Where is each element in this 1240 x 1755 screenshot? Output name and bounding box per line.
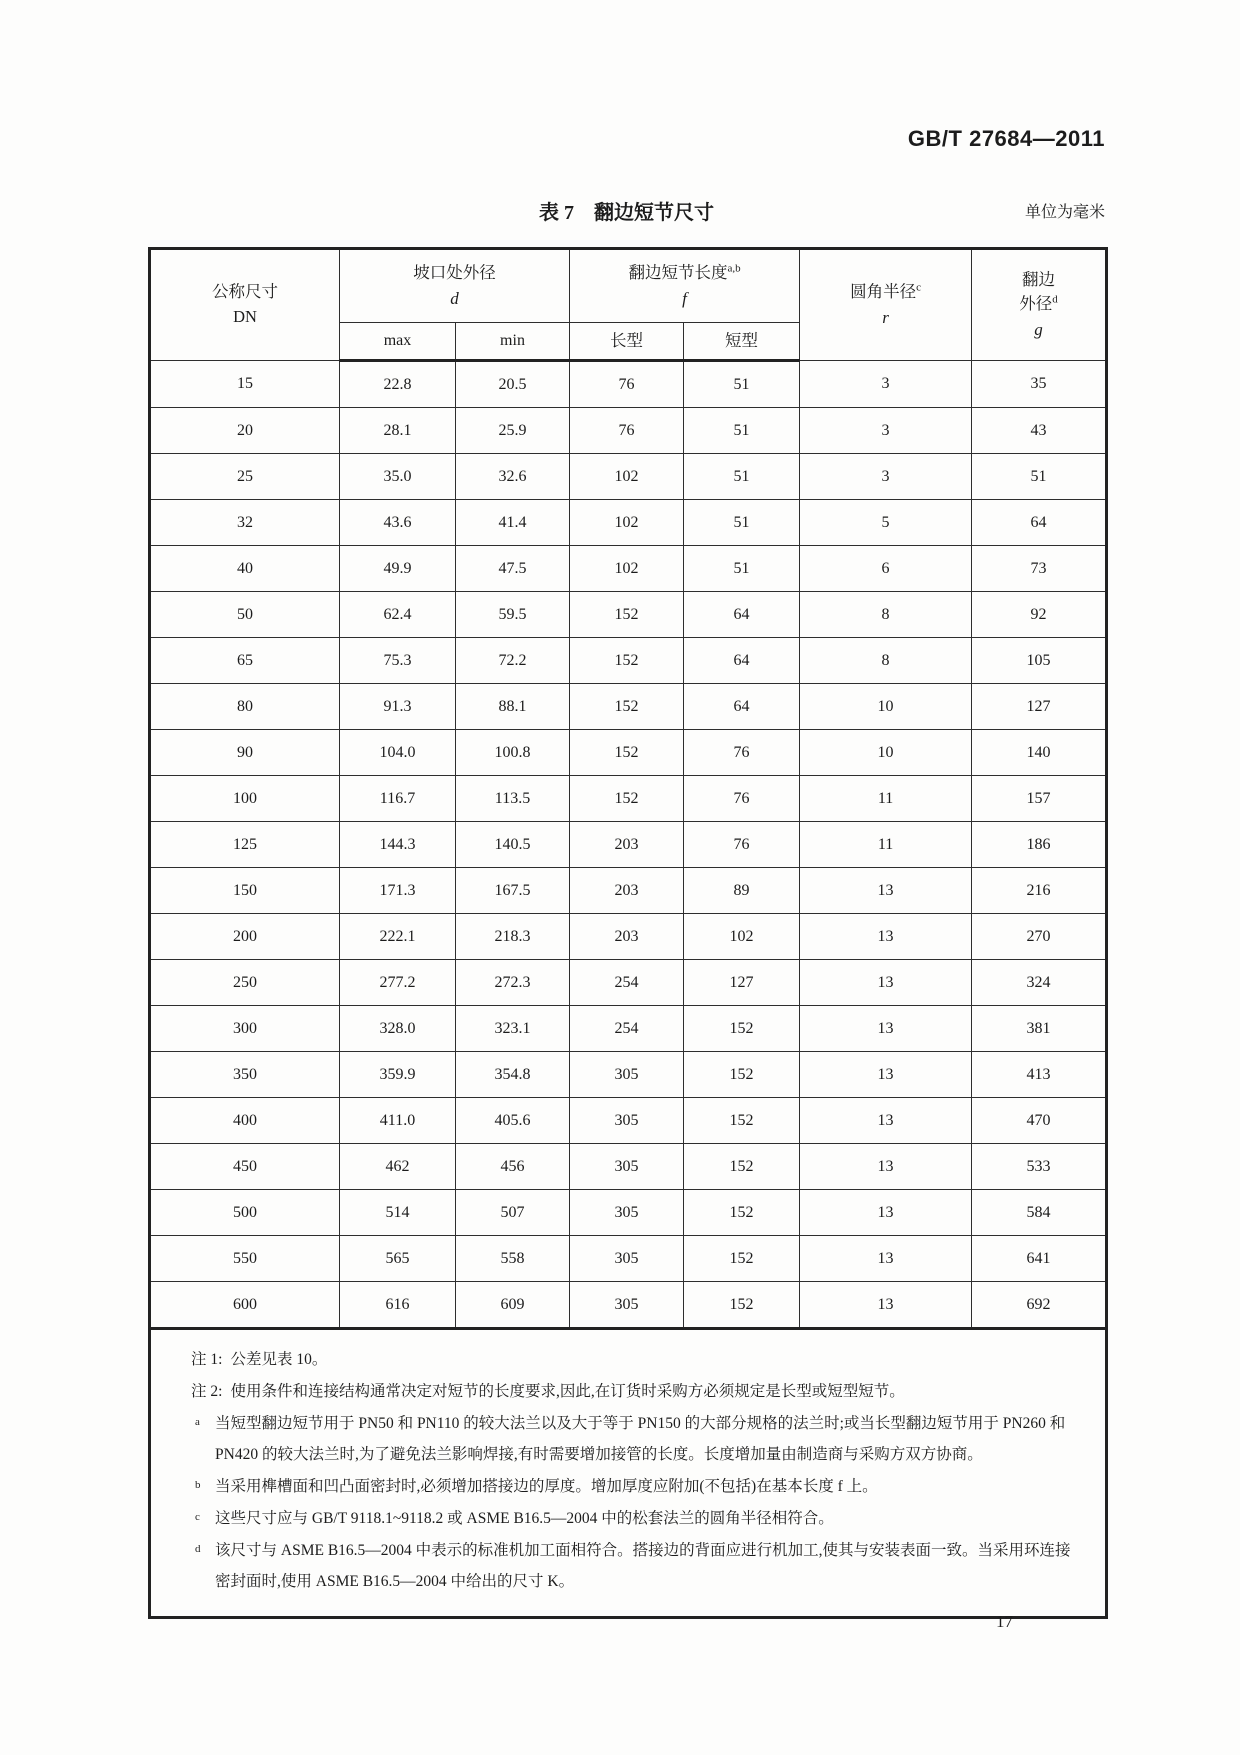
table-row xyxy=(150,454,1107,500)
standard-number: GB/T 27684—2011 xyxy=(907,126,1105,151)
cell-d-max: 91.3 xyxy=(340,684,456,730)
cell-dn: 80 xyxy=(150,684,340,730)
cell-f-long: 102 xyxy=(570,500,684,546)
table-row xyxy=(150,684,1107,730)
col-header-f-symbol: f xyxy=(682,288,687,308)
cell-g: 35 xyxy=(972,361,1107,408)
table-note xyxy=(191,1503,1085,1535)
cell-d-min: 100.8 xyxy=(456,730,570,776)
cell-f-short: 76 xyxy=(684,822,800,868)
cell-dn: 250 xyxy=(150,960,340,1006)
table-row xyxy=(150,408,1107,454)
note-marker: 注 2: xyxy=(191,1382,223,1400)
table-row xyxy=(150,1190,1107,1236)
table-row xyxy=(150,1236,1107,1282)
cell-f-long: 254 xyxy=(570,960,684,1006)
table-row xyxy=(150,638,1107,684)
col-header-g-symbol: g xyxy=(1034,320,1043,339)
cell-d-max: 565 xyxy=(340,1236,456,1282)
cell-d-max: 359.9 xyxy=(340,1052,456,1098)
cell-r: 13 xyxy=(800,960,972,1006)
cell-g: 51 xyxy=(972,454,1107,500)
table-row xyxy=(150,1098,1107,1144)
table-row xyxy=(150,500,1107,546)
table-caption xyxy=(148,196,1105,225)
cell-r: 10 xyxy=(800,684,972,730)
cell-f-short: 89 xyxy=(684,868,800,914)
cell-f-short: 152 xyxy=(684,1282,800,1329)
cell-g: 64 xyxy=(972,500,1107,546)
cell-f-long: 152 xyxy=(570,730,684,776)
cell-d-max: 514 xyxy=(340,1190,456,1236)
cell-g: 92 xyxy=(972,592,1107,638)
cell-g: 186 xyxy=(972,822,1107,868)
cell-dn: 32 xyxy=(150,500,340,546)
cell-f-short: 127 xyxy=(684,960,800,1006)
cell-d-min: 609 xyxy=(456,1282,570,1329)
cell-d-min: 41.4 xyxy=(456,500,570,546)
cell-r: 3 xyxy=(800,454,972,500)
note-marker: c xyxy=(195,1510,200,1523)
note-marker: d xyxy=(195,1542,201,1555)
col-header-d-symbol: d xyxy=(450,288,459,308)
cell-d-max: 222.1 xyxy=(340,914,456,960)
col-header-g xyxy=(972,249,1107,361)
cell-dn: 125 xyxy=(150,822,340,868)
cell-r: 10 xyxy=(800,730,972,776)
unit-label: 单位为毫米 xyxy=(1024,204,1105,221)
table-caption-title: 翻边短节尺寸 xyxy=(594,202,714,224)
cell-d-min: 72.2 xyxy=(456,638,570,684)
note-text: 公差见表 10。 xyxy=(230,1351,328,1368)
cell-f-long: 305 xyxy=(570,1144,684,1190)
col-header-g-line2-text: 外径 xyxy=(1019,294,1053,314)
cell-dn: 450 xyxy=(150,1144,340,1190)
cell-dn: 40 xyxy=(150,546,340,592)
cell-f-short: 152 xyxy=(684,1190,800,1236)
cell-dn: 65 xyxy=(150,638,340,684)
cell-r: 13 xyxy=(800,1052,972,1098)
cell-d-min: 59.5 xyxy=(456,592,570,638)
cell-g: 470 xyxy=(972,1098,1107,1144)
cell-f-short: 152 xyxy=(684,1236,800,1282)
cell-d-min: 20.5 xyxy=(456,361,570,408)
cell-f-short: 51 xyxy=(684,500,800,546)
col-header-d-title: 坡口处外径 xyxy=(413,262,496,282)
table-caption-label: 表 7 xyxy=(539,202,574,224)
cell-g: 105 xyxy=(972,638,1107,684)
cell-g: 270 xyxy=(972,914,1107,960)
cell-f-long: 305 xyxy=(570,1052,684,1098)
cell-d-max: 43.6 xyxy=(340,500,456,546)
cell-d-max: 144.3 xyxy=(340,822,456,868)
cell-d-min: 167.5 xyxy=(456,868,570,914)
table-row xyxy=(150,1006,1107,1052)
cell-d-max: 411.0 xyxy=(340,1098,456,1144)
cell-d-min: 558 xyxy=(456,1236,570,1282)
col-header-r xyxy=(800,249,972,361)
cell-dn: 350 xyxy=(150,1052,340,1098)
cell-f-long: 203 xyxy=(570,822,684,868)
table-row xyxy=(150,546,1107,592)
col-header-f-title xyxy=(570,261,799,286)
cell-f-long: 152 xyxy=(570,592,684,638)
cell-f-short: 64 xyxy=(684,684,800,730)
cell-f-short: 152 xyxy=(684,1144,800,1190)
cell-f-long: 305 xyxy=(570,1236,684,1282)
table-body xyxy=(150,361,1107,1329)
col-header-r-title xyxy=(800,280,971,305)
table-note xyxy=(191,1376,1085,1408)
cell-f-long: 254 xyxy=(570,1006,684,1052)
col-subheader-max: max xyxy=(340,323,456,361)
cell-r: 13 xyxy=(800,1098,972,1144)
cell-d-max: 62.4 xyxy=(340,592,456,638)
table-note xyxy=(191,1408,1085,1472)
cell-f-short: 51 xyxy=(684,408,800,454)
cell-r: 13 xyxy=(800,1236,972,1282)
cell-d-min: 140.5 xyxy=(456,822,570,868)
cell-d-min: 47.5 xyxy=(456,546,570,592)
cell-d-max: 171.3 xyxy=(340,868,456,914)
table-row xyxy=(150,361,1107,408)
cell-d-max: 104.0 xyxy=(340,730,456,776)
cell-d-max: 49.9 xyxy=(340,546,456,592)
table-row xyxy=(150,1144,1107,1190)
cell-d-max: 116.7 xyxy=(340,776,456,822)
cell-dn: 500 xyxy=(150,1190,340,1236)
table-row xyxy=(150,868,1107,914)
table-row xyxy=(150,822,1107,868)
cell-f-short: 102 xyxy=(684,914,800,960)
cell-d-max: 28.1 xyxy=(340,408,456,454)
cell-r: 8 xyxy=(800,638,972,684)
col-header-dn xyxy=(150,249,340,361)
table-note xyxy=(191,1535,1085,1599)
cell-dn: 20 xyxy=(150,408,340,454)
cell-f-long: 152 xyxy=(570,638,684,684)
cell-d-max: 328.0 xyxy=(340,1006,456,1052)
cell-r: 3 xyxy=(800,408,972,454)
note-text: 使用条件和连接结构通常决定对短节的长度要求,因此,在订货时采购方必须规定是长型或短型短节。 xyxy=(230,1382,905,1400)
cell-dn: 400 xyxy=(150,1098,340,1144)
cell-d-min: 113.5 xyxy=(456,776,570,822)
table-caption-row xyxy=(148,196,1105,226)
cell-f-long: 102 xyxy=(570,546,684,592)
cell-r: 13 xyxy=(800,1006,972,1052)
cell-f-short: 76 xyxy=(684,730,800,776)
cell-g: 692 xyxy=(972,1282,1107,1329)
col-header-r-title-text: 圆角半径 xyxy=(850,281,917,301)
col-header-f-title-text: 翻边短节长度 xyxy=(628,262,728,282)
cell-f-long: 76 xyxy=(570,361,684,408)
cell-f-short: 152 xyxy=(684,1006,800,1052)
notes-block xyxy=(191,1344,1085,1598)
cell-r: 11 xyxy=(800,822,972,868)
cell-g: 533 xyxy=(972,1144,1107,1190)
note-marker: b xyxy=(195,1479,201,1492)
table-note xyxy=(191,1471,1085,1503)
cell-d-min: 88.1 xyxy=(456,684,570,730)
cell-g: 140 xyxy=(972,730,1107,776)
cell-g: 127 xyxy=(972,684,1107,730)
cell-g: 73 xyxy=(972,546,1107,592)
cell-f-long: 152 xyxy=(570,776,684,822)
col-header-dn-title: 公称尺寸 xyxy=(212,282,278,302)
col-header-g-line1: 翻边 xyxy=(1022,269,1056,289)
col-header-g-footnote-mark: d xyxy=(1052,293,1058,306)
col-header-r-symbol: r xyxy=(882,307,889,327)
cell-r: 13 xyxy=(800,1144,972,1190)
cell-f-short: 64 xyxy=(684,638,800,684)
note-text: 该尺寸与 ASME B16.5—2004 中表示的标准机加工面相符合。搭接边的背面应进行机加工,使其与安装表面一致。当采用环连接密封面时,使用 ASME B16.5—2004 中给出的尺寸 K。 xyxy=(215,1541,1071,1591)
cell-dn: 90 xyxy=(150,730,340,776)
cell-f-long: 203 xyxy=(570,868,684,914)
cell-f-short: 51 xyxy=(684,454,800,500)
cell-r: 13 xyxy=(800,1282,972,1329)
cell-d-max: 75.3 xyxy=(340,638,456,684)
cell-g: 381 xyxy=(972,1006,1107,1052)
cell-d-min: 507 xyxy=(456,1190,570,1236)
note-text: 这些尺寸应与 GB/T 9118.1~9118.2 或 ASME B16.5—2004 中的松套法兰的圆角半径相符合。 xyxy=(215,1509,834,1527)
cell-dn: 200 xyxy=(150,914,340,960)
cell-f-short: 64 xyxy=(684,592,800,638)
cell-d-max: 616 xyxy=(340,1282,456,1329)
note-text: 当采用榫槽面和凹凸面密封时,必须增加搭接边的厚度。增加厚度应附加(不包括)在基本长度 f 上。 xyxy=(215,1478,878,1496)
cell-dn: 150 xyxy=(150,868,340,914)
cell-f-short: 76 xyxy=(684,776,800,822)
cell-r: 3 xyxy=(800,361,972,408)
cell-d-min: 272.3 xyxy=(456,960,570,1006)
cell-d-max: 462 xyxy=(340,1144,456,1190)
cell-d-max: 22.8 xyxy=(340,361,456,408)
cell-dn: 15 xyxy=(150,361,340,408)
table-note xyxy=(191,1344,1085,1376)
col-header-r-footnote-mark: c xyxy=(916,281,921,294)
cell-d-max: 35.0 xyxy=(340,454,456,500)
table-row xyxy=(150,1052,1107,1098)
cell-g: 324 xyxy=(972,960,1107,1006)
cell-r: 8 xyxy=(800,592,972,638)
cell-r: 13 xyxy=(800,914,972,960)
cell-g: 413 xyxy=(972,1052,1107,1098)
cell-f-long: 102 xyxy=(570,454,684,500)
cell-f-long: 305 xyxy=(570,1190,684,1236)
table-row xyxy=(150,914,1107,960)
cell-dn: 550 xyxy=(150,1236,340,1282)
cell-f-long: 152 xyxy=(570,684,684,730)
cell-f-short: 152 xyxy=(684,1052,800,1098)
col-subheader-short: 短型 xyxy=(684,323,800,361)
cell-f-long: 76 xyxy=(570,408,684,454)
cell-dn: 300 xyxy=(150,1006,340,1052)
cell-dn: 50 xyxy=(150,592,340,638)
cell-f-long: 305 xyxy=(570,1282,684,1329)
note-marker: 注 1: xyxy=(191,1351,223,1368)
cell-g: 216 xyxy=(972,868,1107,914)
cell-dn: 100 xyxy=(150,776,340,822)
cell-d-min: 218.3 xyxy=(456,914,570,960)
table-row xyxy=(150,592,1107,638)
cell-d-min: 32.6 xyxy=(456,454,570,500)
col-subheader-min: min xyxy=(456,323,570,361)
cell-dn: 25 xyxy=(150,454,340,500)
cell-g: 43 xyxy=(972,408,1107,454)
cell-f-short: 152 xyxy=(684,1098,800,1144)
cell-g: 641 xyxy=(972,1236,1107,1282)
table-row xyxy=(150,960,1107,1006)
cell-r: 13 xyxy=(800,1190,972,1236)
cell-f-short: 51 xyxy=(684,361,800,408)
cell-r: 13 xyxy=(800,868,972,914)
note-text: 当短型翻边短节用于 PN50 和 PN110 的较大法兰以及大于等于 PN150 的大部分规格的法兰时;或当长型翻边短节用于 PN260 和 PN420 的较大法兰时,为了避免法兰影响焊接,有时需要增加接管的长度。长度增加量由制造商与采购方双方协商。 xyxy=(215,1414,1066,1464)
cell-g: 584 xyxy=(972,1190,1107,1236)
cell-f-short: 51 xyxy=(684,546,800,592)
col-subheader-long: 长型 xyxy=(570,323,684,361)
table-row xyxy=(150,776,1107,822)
table-row xyxy=(150,730,1107,776)
col-header-f xyxy=(570,249,800,323)
cell-r: 5 xyxy=(800,500,972,546)
col-header-g-line2 xyxy=(972,292,1105,317)
cell-f-long: 203 xyxy=(570,914,684,960)
cell-d-min: 354.8 xyxy=(456,1052,570,1098)
cell-d-min: 456 xyxy=(456,1144,570,1190)
cell-r: 11 xyxy=(800,776,972,822)
page-number: 17 xyxy=(996,1612,1013,1631)
table-row xyxy=(150,1282,1107,1329)
cell-dn: 600 xyxy=(150,1282,340,1329)
cell-d-min: 323.1 xyxy=(456,1006,570,1052)
dimensions-table xyxy=(148,247,1108,1619)
cell-d-min: 25.9 xyxy=(456,408,570,454)
cell-d-max: 277.2 xyxy=(340,960,456,1006)
cell-g: 157 xyxy=(972,776,1107,822)
col-header-f-footnote-mark: a,b xyxy=(727,262,741,275)
cell-f-long: 305 xyxy=(570,1098,684,1144)
notes-cell xyxy=(150,1329,1107,1618)
cell-d-min: 405.6 xyxy=(456,1098,570,1144)
cell-r: 6 xyxy=(800,546,972,592)
col-header-d xyxy=(340,249,570,323)
note-marker: a xyxy=(195,1415,200,1428)
col-header-dn-symbol: DN xyxy=(233,307,257,326)
